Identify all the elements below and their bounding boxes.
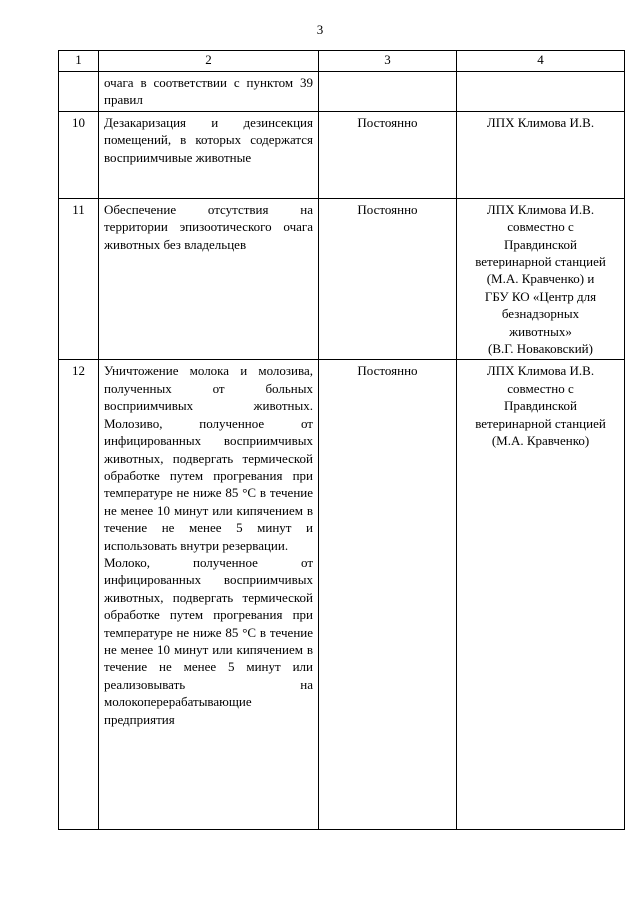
measure-paragraph: Уничтожение молока и молозива, полученных от больных восприимчивых животных. Молозиво, полученное от инфицированных восприимчивых животных, подвергать термической обработке путем прогревания при температуре не ниже 85 °С в течение не менее 10 минут или кипячением в течение не менее 5 минут и использовать внутри резервации. [104,363,313,553]
header-col-2: 2 [99,51,319,72]
responsible-line: ЛПХ Климова И.В. [486,114,595,130]
table-row-10 [59,111,625,198]
responsible-line: (В.Г. Новаковский) [488,341,593,357]
responsible-line: Правдинской [504,236,577,252]
table-header-row [59,51,625,72]
responsible-line: ветеринарной станцией [475,254,606,270]
responsible-line: Правдинской [504,398,577,414]
period-cell [319,72,457,112]
responsible-line: совместно с [507,380,574,396]
row-number-cell: 12 [59,360,99,830]
period-cell: Постоянно [319,111,457,198]
responsible-line: безнадзорных [501,306,580,322]
responsible-line: ЛПХ Климова И.В. [486,201,595,217]
measure-cell: Обеспечение отсутствия на территории эпизоотического очага животных без владельцев [99,198,319,360]
responsible-line: ЛПХ Климова И.В. [486,363,595,379]
row-number-cell: 11 [59,198,99,360]
measure-paragraph: Молоко, полученное от инфицированных восприимчивых животных, подвергать термической обработке путем прогревания при температуре не ниже 85 °С в течение не менее 10 минут или кипячением в течение не менее 5 минут или реализовывать на молокоперерабатывающие предприятия [104,554,313,727]
responsible-cell [457,360,625,830]
responsible-line: совместно с [507,219,574,235]
page-number: 3 [316,22,324,37]
measure-cell: Дезакаризация и дезинсекция помещений, в которых содержатся восприимчивые животные [99,111,319,198]
responsible-line: (М.А. Кравченко) и [486,271,595,287]
responsible-line: животных» [509,323,572,339]
table-row-continuation [59,72,625,112]
row-number-cell: 10 [59,111,99,198]
table-row-11 [59,198,625,360]
responsible-cell [457,72,625,112]
responsible-cell [457,111,625,198]
responsible-line: (М.А. Кравченко) [491,433,590,449]
period-cell: Постоянно [319,198,457,360]
table-row-12 [59,360,625,830]
header-col-3: 3 [319,51,457,72]
header-col-4: 4 [457,51,625,72]
measures-table [58,50,625,830]
period-cell: Постоянно [319,360,457,830]
header-col-1: 1 [59,51,99,72]
responsible-cell [457,198,625,360]
measure-cell: очага в соответствии с пунктом 39 правил [99,72,319,112]
measure-cell [99,360,319,830]
row-number-cell [59,72,99,112]
responsible-line: ГБУ КО «Центр для [484,288,597,304]
responsible-line: ветеринарной станцией [475,415,606,431]
